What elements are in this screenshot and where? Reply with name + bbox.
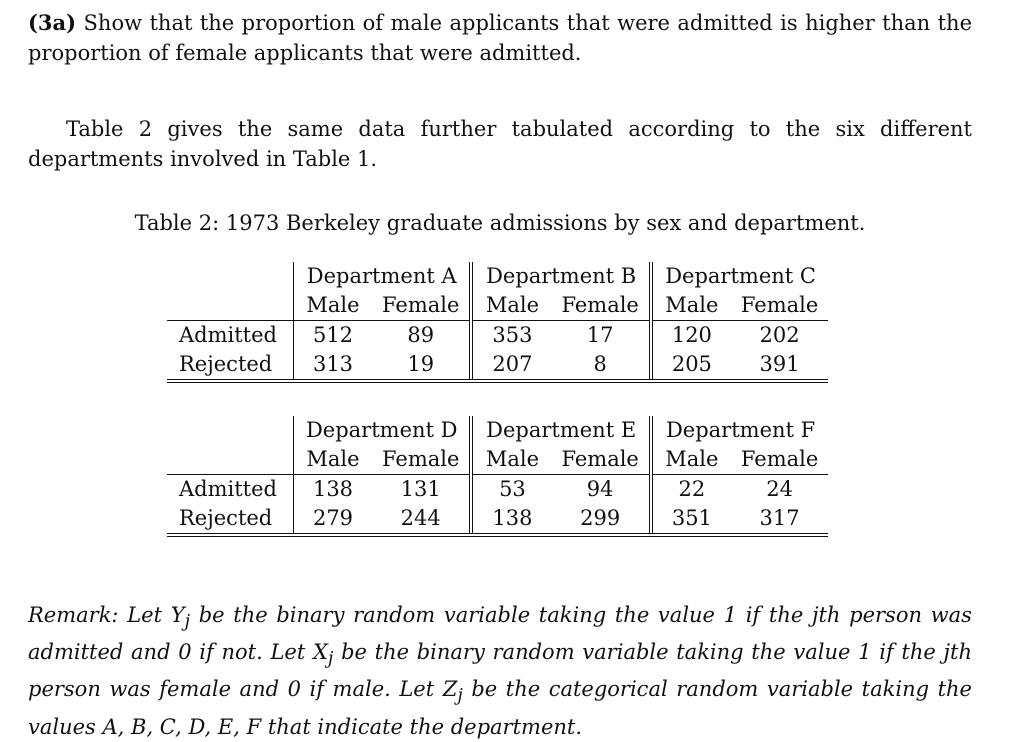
row-label-admitted: Admitted bbox=[179, 477, 277, 501]
dept-e-header: Department E bbox=[471, 416, 650, 445]
table-cell: 244 bbox=[372, 504, 471, 535]
table-cell: 279 bbox=[294, 504, 373, 535]
dept-b-header: Department B bbox=[471, 262, 650, 291]
table-cell: 24 bbox=[766, 477, 793, 501]
departments-table-def bbox=[167, 416, 828, 537]
question-label: (3a) bbox=[28, 10, 77, 35]
female-header: Female bbox=[731, 291, 828, 321]
male-header: Male bbox=[471, 291, 551, 321]
table-cell: 317 bbox=[731, 504, 828, 535]
female-header: Female bbox=[731, 445, 828, 475]
row-label-rejected: Rejected bbox=[167, 350, 294, 381]
table-cell: 17 bbox=[586, 323, 614, 347]
table-cell: 131 bbox=[400, 477, 441, 501]
table-cell: 19 bbox=[372, 350, 471, 381]
female-header: Female bbox=[551, 445, 650, 475]
table-cell: 120 bbox=[651, 321, 731, 351]
table-caption: Table 2: 1973 Berkeley graduate admissions by sex and department. bbox=[134, 211, 866, 235]
table-cell: 8 bbox=[551, 350, 650, 381]
table-cell: 299 bbox=[551, 504, 650, 535]
male-header: Male bbox=[471, 445, 551, 475]
table-cell: 138 bbox=[471, 504, 551, 535]
dept-c-header: Department C bbox=[651, 262, 828, 291]
admitted-row bbox=[167, 475, 828, 505]
intro-paragraph: Table 2 gives the same data further tabulated according to the six different departments involved in Table 1. bbox=[28, 117, 972, 171]
table-cell: 207 bbox=[471, 350, 551, 381]
female-header: Female bbox=[372, 445, 471, 475]
dept-a-header: Department A bbox=[294, 262, 472, 291]
rejected-row bbox=[167, 504, 828, 535]
table-cell: 22 bbox=[651, 475, 731, 505]
remark-paragraph: Remark: Let $Y_j$ be the binary random variable taking the value 1 if the jth person was admitted and 0 if not. Let $X_j$ be the binary random variable taking the value 1 if the jth person was female and 0 if male. Let $Z_j$ be the categorical random variable taking the values A, B, C, D, E, F that indicate the department. bbox=[28, 603, 972, 739]
table-cell: 512 bbox=[294, 321, 373, 351]
table-cell: 202 bbox=[759, 323, 800, 347]
table-cell: 353 bbox=[471, 321, 551, 351]
dept-f-header: Department F bbox=[651, 416, 828, 445]
departments-table-abc bbox=[167, 262, 828, 383]
male-header: Male bbox=[651, 291, 731, 321]
variable-y: $Y_j$ bbox=[170, 603, 191, 633]
male-header: Male bbox=[294, 445, 373, 475]
row-label-admitted: Admitted bbox=[179, 323, 277, 347]
female-header: Female bbox=[372, 291, 471, 321]
question-text: Show that the proportion of male applicants that were admitted is higher than the proportion of female applicants that were admitted. bbox=[28, 11, 973, 65]
female-header: Female bbox=[551, 291, 650, 321]
table-cell: 391 bbox=[731, 350, 828, 381]
rejected-row bbox=[167, 350, 828, 381]
table-cell: 138 bbox=[294, 475, 373, 505]
table-cell: 351 bbox=[651, 504, 731, 535]
dept-d-header: Department D bbox=[294, 416, 472, 445]
male-header: Male bbox=[294, 291, 373, 321]
admitted-row bbox=[167, 321, 828, 351]
table-cell: 205 bbox=[651, 350, 731, 381]
row-label-rejected: Rejected bbox=[167, 504, 294, 535]
table-cell: 94 bbox=[586, 477, 614, 501]
remark-prefix: Remark: bbox=[28, 603, 119, 627]
table-cell: 313 bbox=[294, 350, 373, 381]
question-3a bbox=[28, 8, 972, 68]
male-header: Male bbox=[651, 445, 731, 475]
table-cell: 53 bbox=[471, 475, 551, 505]
variable-x: $X_j$ bbox=[312, 640, 334, 670]
table-cell: 89 bbox=[407, 323, 435, 347]
variable-z: $Z_j$ bbox=[442, 677, 463, 707]
